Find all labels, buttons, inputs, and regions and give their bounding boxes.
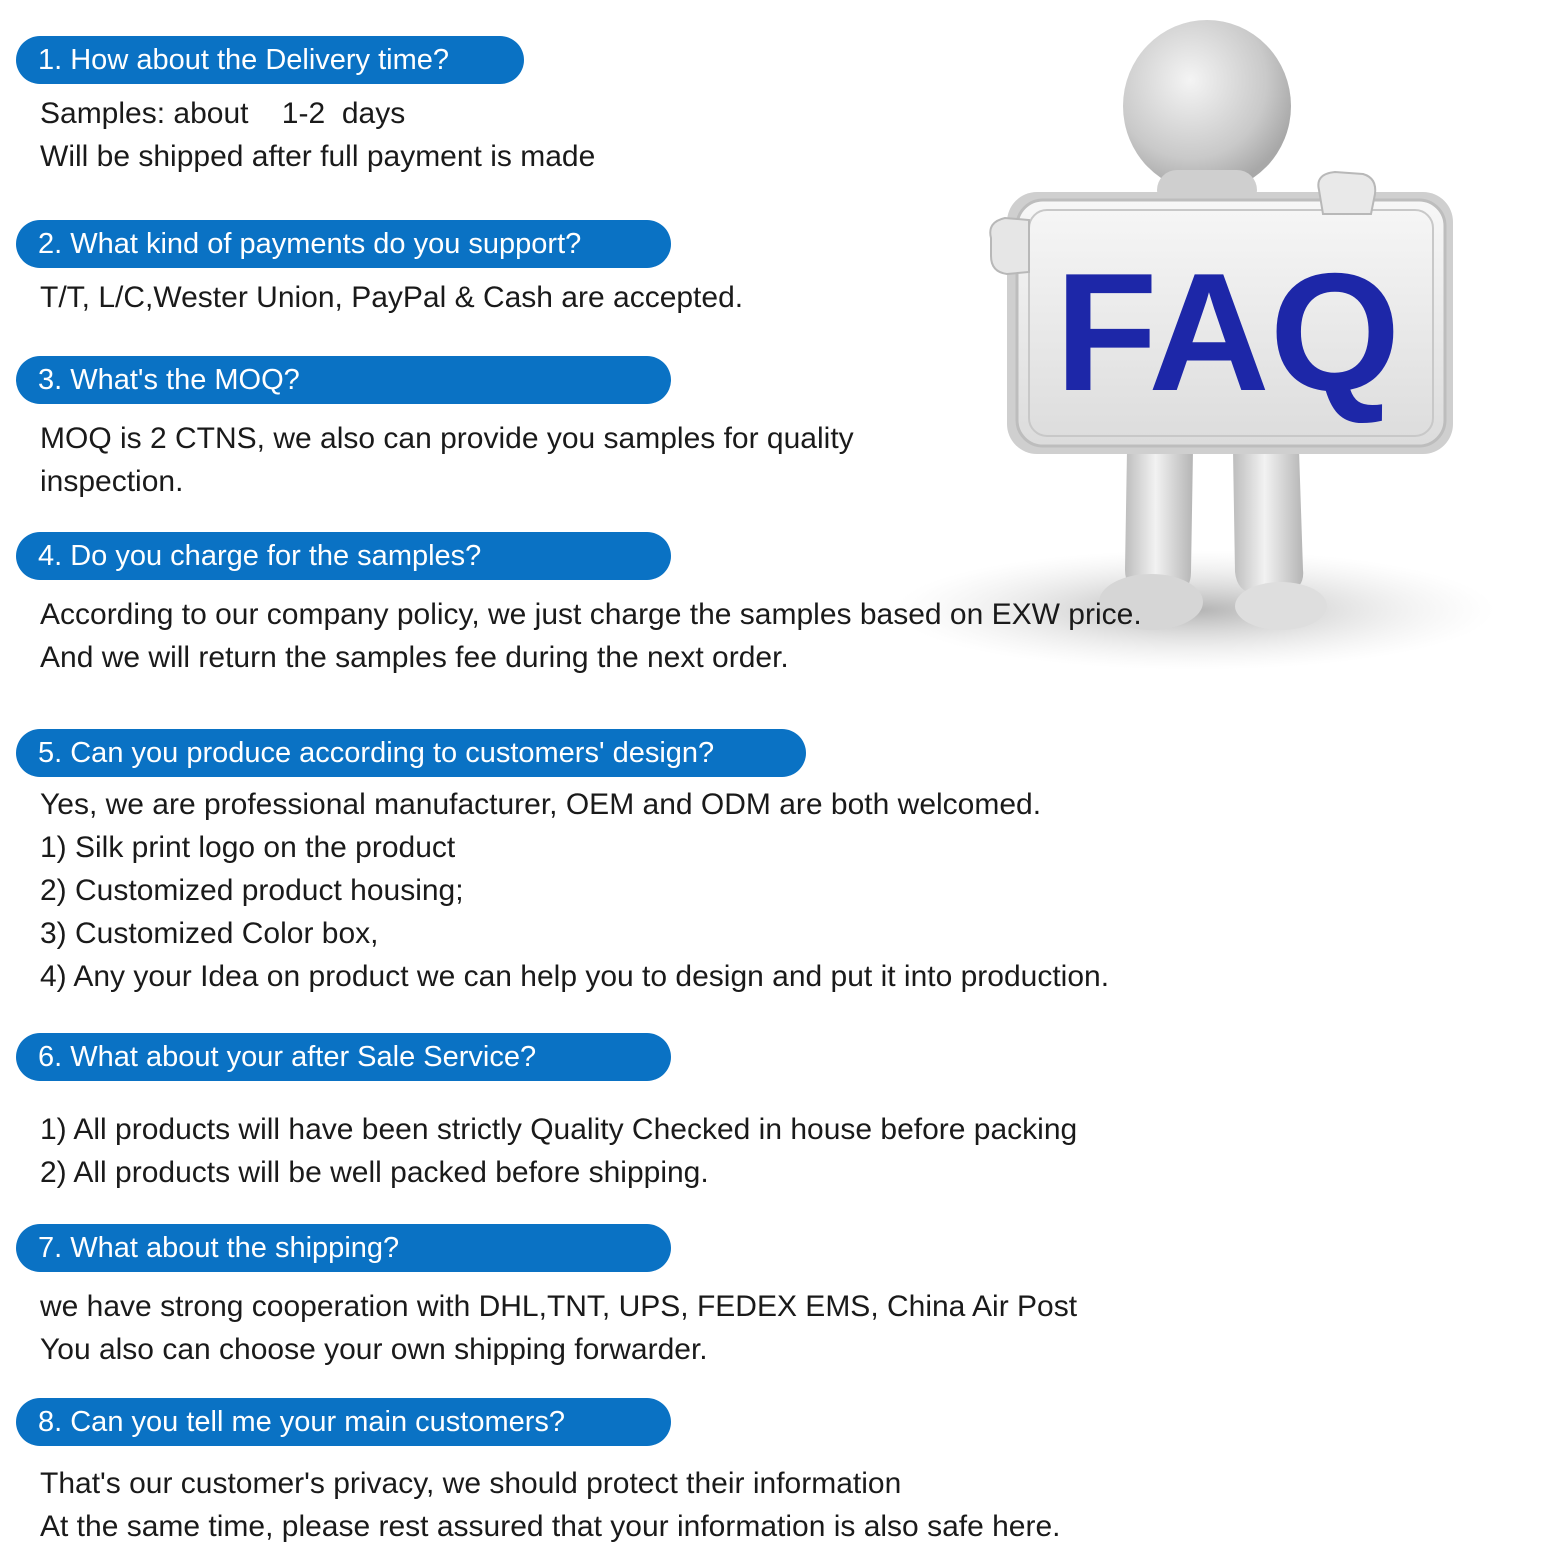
answer-line: At the same time, please rest assured that your information is also safe here. bbox=[40, 1510, 1061, 1543]
faq-answer-5 bbox=[40, 783, 1109, 998]
faq-question-7: 7. What about the shipping? bbox=[16, 1224, 671, 1272]
answer-line: T/T, L/C,Wester Union, PayPal & Cash are accepted. bbox=[40, 281, 744, 314]
answer-line: we have strong cooperation with DHL,TNT, UPS, FEDEX EMS, China Air Post bbox=[40, 1290, 1078, 1323]
answer-line: 1) Silk print logo on the product bbox=[40, 831, 456, 864]
faq-question-2: 2. What kind of payments do you support? bbox=[16, 220, 671, 268]
answer-line: You also can choose your own shipping forwarder. bbox=[40, 1333, 708, 1366]
faq-question-1: 1. How about the Delivery time? bbox=[16, 36, 524, 84]
faq-answer-4 bbox=[40, 593, 1142, 679]
faq-figure-icon bbox=[895, 10, 1495, 670]
faq-illustration bbox=[895, 10, 1495, 670]
faq-answer-2 bbox=[40, 276, 743, 319]
faq-answer-7 bbox=[40, 1285, 1077, 1371]
answer-line: 2) All products will be well packed before shipping. bbox=[40, 1156, 709, 1189]
answer-line: inspection. bbox=[40, 465, 184, 498]
faq-answer-3 bbox=[40, 417, 854, 503]
faq-question-5: 5. Can you produce according to customers' design? bbox=[16, 729, 806, 777]
faq-answer-1 bbox=[40, 92, 595, 178]
faq-question-4: 4. Do you charge for the samples? bbox=[16, 532, 671, 580]
faq-question-8: 8. Can you tell me your main customers? bbox=[16, 1398, 671, 1446]
answer-line: MOQ is 2 CTNS, we also can provide you samples for quality bbox=[40, 422, 854, 455]
faq-answer-8 bbox=[40, 1462, 1061, 1548]
answer-line: 2) Customized product housing; bbox=[40, 874, 464, 907]
answer-line: That's our customer's privacy, we should protect their information bbox=[40, 1467, 902, 1500]
answer-line: Yes, we are professional manufacturer, OEM and ODM are both welcomed. bbox=[40, 788, 1042, 821]
answer-line: According to our company policy, we just charge the samples based on EXW price. bbox=[40, 598, 1142, 631]
answer-line: And we will return the samples fee during the next order. bbox=[40, 641, 789, 674]
answer-line: Will be shipped after full payment is made bbox=[40, 140, 596, 173]
faq-question-6: 6. What about your after Sale Service? bbox=[16, 1033, 671, 1081]
answer-line: Samples: about 1-2 days bbox=[40, 97, 406, 130]
answer-line: 3) Customized Color box, bbox=[40, 917, 379, 950]
faq-question-3: 3. What's the MOQ? bbox=[16, 356, 671, 404]
faq-answer-6 bbox=[40, 1108, 1077, 1194]
sign-text: FAQ bbox=[1055, 238, 1401, 426]
answer-line: 1) All products will have been strictly Quality Checked in house before packing bbox=[40, 1113, 1078, 1146]
answer-line: 4) Any your Idea on product we can help you to design and put it into production. bbox=[40, 960, 1110, 993]
